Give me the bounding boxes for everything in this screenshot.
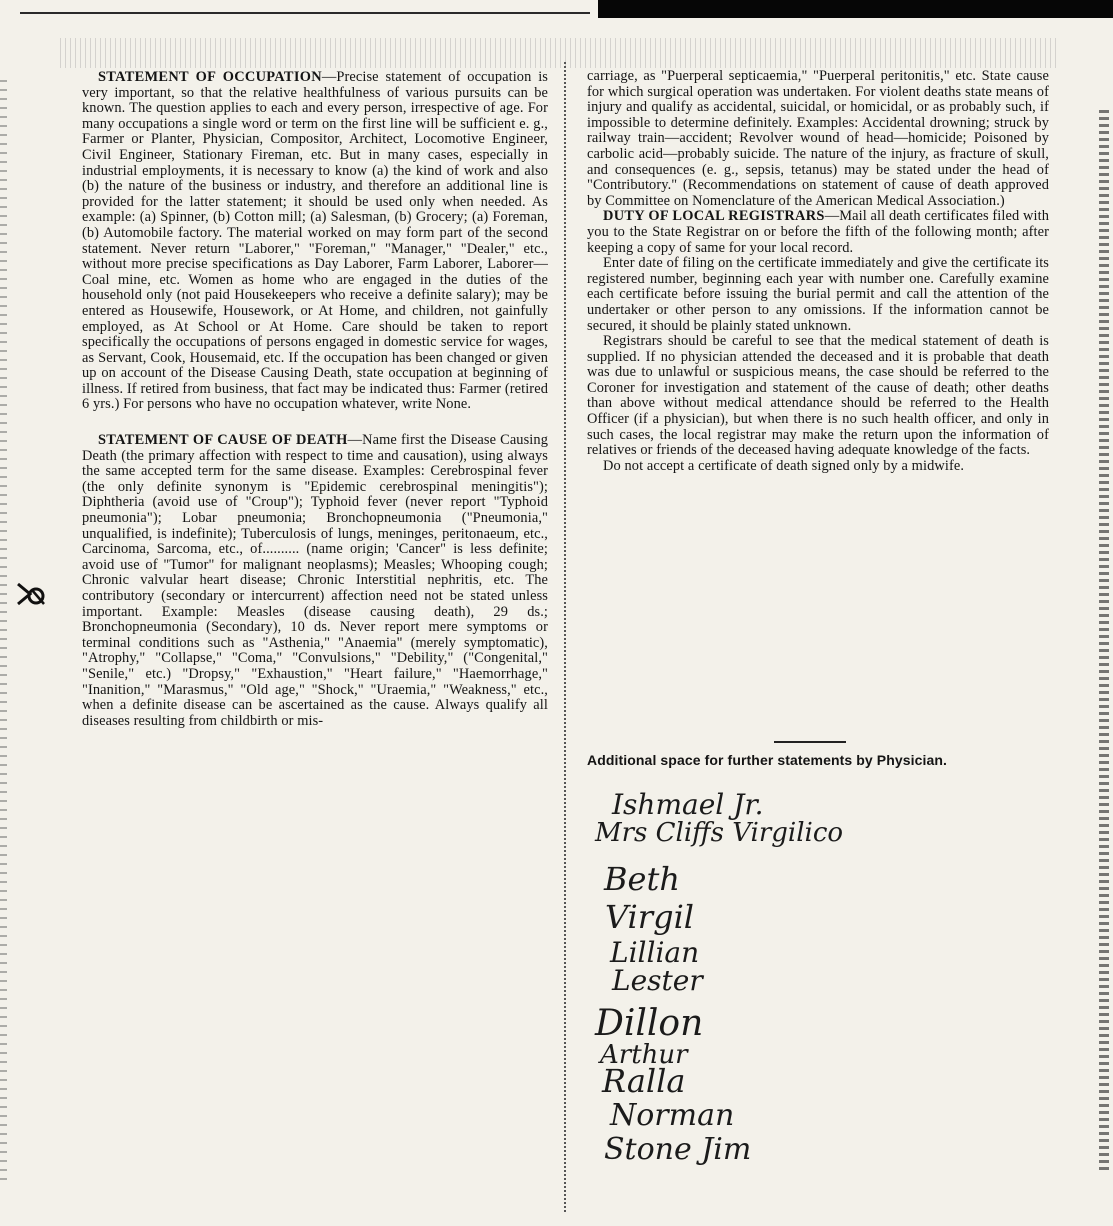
handwritten-name: Ralla <box>602 1062 686 1100</box>
registrars-p4: Do not accept a certificate of death signed only by a midwife. <box>603 457 965 474</box>
occupation-heading: STATEMENT OF OCCUPATION <box>98 69 322 85</box>
handwritten-name: Virgil <box>605 898 695 936</box>
handwritten-name: Mrs Cliffs Virgilico <box>595 818 844 848</box>
registrars-p1: —Mail all death certificates filed with you to the State Registrar on or before the fifth of the following month; after keeping a copy of same for your local record. <box>587 208 1049 256</box>
handwritten-name: Lester <box>612 964 703 997</box>
occupation-body: —Precise statement of occupation is very important, so that the relative healthfulness of various pursuits can be known. The question applies to each and every person, irrespective of age. For many occupations a single word or term on the first line will be sufficient e. g., Farmer or Planter, Physician, Compositor, Architect, Locomotive Engineer, Civil Engineer, Stationary Fireman, etc. But in many cases, especially in industrial employments, it is necessary to know (a) the kind of work and also (b) the nature of the business or industry, and therefore an additional line is provided for the latter statement; it should be used only when needed. As example: (a) Spinner, (b) Cotton mill; (a) Salesman, (b) Grocery; (a) Foreman, (b) Automobile factory. The material worked on may form part of the second statement. Never return "Laborer," "Foreman," "Manager," "Dealer," etc., without more precise specifications as Day Laborer, Farm Laborer, Laborer—Coal mine, etc. Women as home who are engaged in the duties of the household only (not paid Housekeepers who receive a definite salary); may be entered as Housewife, Housework, or At Home, and children, not gainfully employed, as At School or At Home. Care should be taken to report specifically the occupations of persons engaged in domestic service for wages, as Servant, Cook, Housemaid, etc. If the occupation has been changed or given up on account of the Disease Causing Death, state occupation at beginning of illness. If retired from business, that fact may be indicated thus: Farmer (retired 6 yrs.) For persons who have no occupation whatever, write None. <box>82 69 548 413</box>
handwritten-name: Dillon <box>595 1003 704 1044</box>
additional-space-label: Additional space for further statements by Physician. <box>587 752 948 768</box>
cause-body: —Name first the Disease Causing Death (the primary affection with respect to time and causation), using always the same accepted term for the same disease. Examples: Cerebrospinal fever (the only definite synonym is "Epidemic cerebrospinal meningitis"); Diphtheria (avoid use of "Croup"); Typhoid fever (never report "Typhoid pneumonia"); Lobar pneumonia; Bronchopneumonia ("Pneumonia," unqualified, is indefinite); Tuberculosis of lungs, meninges, peritonaeum, etc., Carcinoma, Sarcoma, etc., of.......... (name origin; 'Cancer" is less definite; avoid use of "Tumor" for malignant neoplasms); Measles; Whooping cough; Chronic valvular heart disease; Chronic Interstitial nephritis, etc. The contributory (secondary or intercurrent) affection need not be stated unless important. Example: Measles (disease causing death), 29 ds.; Bronchopneumonia (Secondary), 10 ds. Never report mere symptoms or terminal conditions such as "Asthenia," "Anaemia" (merely symptomatic), "Atrophy," "Collapse," "Coma," "Convulsions," "Debility," ("Congenital," "Senile," etc.) "Dropsy," "Exhaustion," "Heart failure," "Haemorrhage," "Inanition," "Marasmus," "Old age," "Shock," "Uraemia," "Weakness," etc., when a definite disease can be ascertained as the cause. Always qualify all diseases resulting from childbirth or mis- <box>82 432 548 729</box>
handwritten-name: Norman <box>610 1098 735 1133</box>
cause-continued: carriage, as "Puerperal septicaemia," "Puerperal peritonitis," etc. State cause for which surgical operation was undertaken. For violent deaths state means of injury and qualify as accidental, suicidal, or homicidal, or as probably such, if impossible to determine definitely. Examples: Accidental drowning; struck by railway train—accident; Revolver wound of head—homicide; Poisoned by carbolic acid—probably suicide. The nature of the injury, as fracture of skull, and consequences (e. g., sepsis, tetanus) may be stated under the head of "Contributory." (Recommendations on statement of cause of death approved by Committee on Nomenclature of the American Medical Association.) <box>587 68 1049 209</box>
registrars-heading: DUTY OF LOCAL REGISTRARS <box>603 208 825 225</box>
cause-heading: STATEMENT OF CAUSE OF DEATH <box>98 432 348 449</box>
registrars-p3: Registrars should be careful to see that the medical statement of death is supplied. If no physician attended the deceased and it is probable that death was due to unlawful or suspicious means, the case should be referred to the Coroner for investigation and statement of the cause of death; other deaths than above without medical attendance should be referred to the Health Officer (if a physician), but when there is no such health officer, and only in such cases, the local registrar may make the return upon the information of relatives or friends of the deceased having adequate knowledge of the facts. <box>587 333 1049 459</box>
handwritten-name: Ishmael Jr. <box>612 788 764 821</box>
registrars-p2: Enter date of filing on the certificate immediately and give the certificate its registered number, beginning each year with number one. Carefully examine each certificate before issuing the burial permit and call the attention of the undertaker or other person to any omissions. If the information cannot be secured, it should be plainly stated unknown. <box>587 255 1049 334</box>
handwritten-name: Beth <box>604 860 680 898</box>
handwritten-name: Lillian <box>610 936 700 969</box>
handwritten-name: Arthur <box>600 1040 688 1070</box>
handwritten-name: Stone Jim <box>604 1132 752 1167</box>
